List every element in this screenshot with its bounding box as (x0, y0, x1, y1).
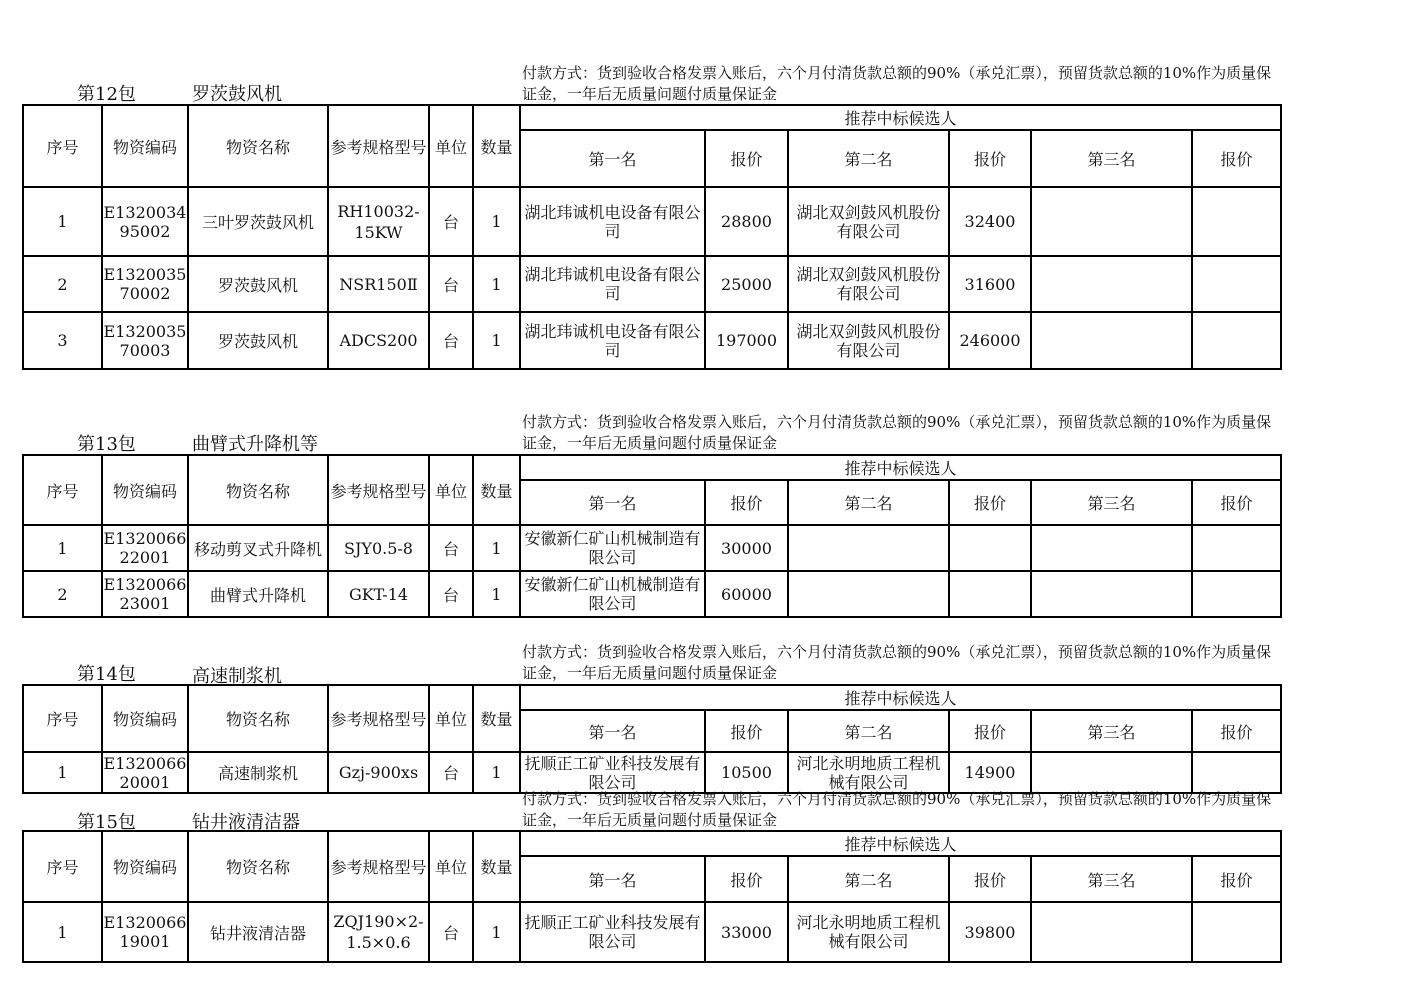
header-first: 第一名 (520, 856, 705, 902)
header-price: 报价 (705, 480, 788, 525)
cell-first-company: 湖北玮诚机电设备有限公司 (520, 312, 705, 369)
cell-name: 曲臂式升降机 (188, 571, 328, 617)
cell-name: 三叶罗茨鼓风机 (188, 187, 328, 256)
cell-spec: NSR150Ⅱ (328, 256, 429, 312)
header-unit: 单位 (429, 685, 473, 752)
cell-second-company: 湖北双剑鼓风机股份有限公司 (788, 312, 949, 369)
header-price: 报价 (949, 480, 1031, 525)
cell-seq: 2 (23, 571, 102, 617)
cell-code: E132006622001 (102, 525, 188, 571)
header-seq: 序号 (23, 831, 102, 902)
cell-third-company (1031, 312, 1192, 369)
header-second: 第二名 (788, 480, 949, 525)
table-row (23, 571, 1281, 617)
cell-spec: ADCS200 (328, 312, 429, 369)
cell-second-company (788, 571, 949, 617)
cell-code: E132006619001 (102, 902, 188, 962)
header-unit: 单位 (429, 105, 473, 187)
cell-second-company: 河北永明地质工程机械有限公司 (788, 902, 949, 962)
cell-second-price: 32400 (949, 187, 1031, 256)
package-name: 曲臂式升降机等 (192, 434, 318, 455)
cell-third-company (1031, 525, 1192, 571)
header-price: 报价 (1192, 710, 1281, 752)
payment-terms: 付款方式：货到验收合格发票入账后，六个月付清货款总额的90%（承兑汇票），预留货款总额的10%作为质量保证金，一年后无质量问题付质量保证金 (522, 413, 1272, 452)
header-price: 报价 (705, 856, 788, 902)
package-number: 第14包 (77, 664, 136, 685)
cell-seq: 3 (23, 312, 102, 369)
header-seq: 序号 (23, 105, 102, 187)
header-spec: 参考规格型号 (328, 105, 429, 187)
package-name: 高速制浆机 (192, 666, 282, 687)
cell-unit: 台 (429, 902, 473, 962)
header-candidates: 推荐中标候选人 (520, 831, 1281, 856)
header-price: 报价 (1192, 856, 1281, 902)
header-price: 报价 (949, 130, 1031, 187)
table-row (23, 525, 1281, 571)
cell-unit: 台 (429, 187, 473, 256)
cell-first-company: 抚顺正工矿业科技发展有限公司 (520, 752, 705, 793)
header-unit: 单位 (429, 455, 473, 525)
table-row (23, 256, 1281, 312)
header-code: 物资编码 (102, 455, 188, 525)
cell-name: 罗茨鼓风机 (188, 312, 328, 369)
cell-third-price (1192, 571, 1281, 617)
cell-third-price (1192, 256, 1281, 312)
cell-first-price: 28800 (705, 187, 788, 256)
header-first: 第一名 (520, 130, 705, 187)
header-spec: 参考规格型号 (328, 455, 429, 525)
table-row (23, 312, 1281, 369)
header-qty: 数量 (473, 831, 520, 902)
bid-table (22, 104, 1282, 370)
cell-second-price: 39800 (949, 902, 1031, 962)
cell-third-price (1192, 752, 1281, 793)
header-first: 第一名 (520, 480, 705, 525)
cell-qty: 1 (473, 312, 520, 369)
header-price: 报价 (949, 710, 1031, 752)
cell-second-company: 河北永明地质工程机械有限公司 (788, 752, 949, 793)
table-row (23, 902, 1281, 962)
package-name: 罗茨鼓风机 (192, 84, 282, 105)
cell-qty: 1 (473, 752, 520, 793)
cell-name: 移动剪叉式升降机 (188, 525, 328, 571)
header-unit: 单位 (429, 831, 473, 902)
header-second: 第二名 (788, 130, 949, 187)
cell-second-price: 31600 (949, 256, 1031, 312)
bid-table (22, 454, 1282, 618)
header-qty: 数量 (473, 105, 520, 187)
header-qty: 数量 (473, 685, 520, 752)
cell-spec: ZQJ190×2-1.5×0.6 (328, 902, 429, 962)
cell-spec: Gzj-900xs (328, 752, 429, 793)
header-spec: 参考规格型号 (328, 831, 429, 902)
header-code: 物资编码 (102, 685, 188, 752)
bid-table (22, 830, 1282, 963)
cell-qty: 1 (473, 256, 520, 312)
header-second: 第二名 (788, 856, 949, 902)
cell-spec: RH10032-15KW (328, 187, 429, 256)
package-number: 第15包 (77, 812, 136, 833)
header-spec: 参考规格型号 (328, 685, 429, 752)
payment-terms: 付款方式：货到验收合格发票入账后，六个月付清货款总额的90%（承兑汇票），预留货款总额的10%作为质量保证金，一年后无质量问题付质量保证金 (522, 64, 1272, 103)
header-second: 第二名 (788, 710, 949, 752)
cell-unit: 台 (429, 525, 473, 571)
header-price: 报价 (1192, 480, 1281, 525)
cell-first-price: 25000 (705, 256, 788, 312)
header-third: 第三名 (1031, 130, 1192, 187)
table-row (23, 752, 1281, 793)
cell-first-company: 湖北玮诚机电设备有限公司 (520, 187, 705, 256)
cell-unit: 台 (429, 312, 473, 369)
cell-first-price: 30000 (705, 525, 788, 571)
header-name: 物资名称 (188, 455, 328, 525)
cell-name: 高速制浆机 (188, 752, 328, 793)
cell-name: 罗茨鼓风机 (188, 256, 328, 312)
header-price: 报价 (705, 710, 788, 752)
cell-unit: 台 (429, 752, 473, 793)
header-candidates: 推荐中标候选人 (520, 685, 1281, 710)
cell-second-price (949, 571, 1031, 617)
cell-qty: 1 (473, 571, 520, 617)
cell-second-price: 14900 (949, 752, 1031, 793)
cell-third-company (1031, 752, 1192, 793)
bid-table (22, 684, 1282, 794)
cell-second-price (949, 525, 1031, 571)
cell-qty: 1 (473, 902, 520, 962)
package-number: 第12包 (77, 84, 136, 105)
cell-seq: 1 (23, 187, 102, 256)
header-candidates: 推荐中标候选人 (520, 105, 1281, 130)
cell-third-company (1031, 902, 1192, 962)
header-price: 报价 (1192, 130, 1281, 187)
cell-code: E132006620001 (103, 753, 187, 792)
package-name: 钻井液清洁器 (192, 812, 300, 833)
cell-spec: GKT-14 (328, 571, 429, 617)
cell-third-price (1192, 187, 1281, 256)
cell-first-price: 10500 (705, 752, 788, 793)
header-third: 第三名 (1031, 856, 1192, 902)
cell-second-price: 246000 (949, 312, 1031, 369)
cell-second-company: 湖北双剑鼓风机股份有限公司 (788, 187, 949, 256)
header-first: 第一名 (520, 710, 705, 752)
cell-code: E132006623001 (102, 571, 188, 617)
cell-first-company: 安徽新仁矿山机械制造有限公司 (520, 525, 705, 571)
cell-first-price: 33000 (705, 902, 788, 962)
payment-terms: 付款方式：货到验收合格发票入账后，六个月付清货款总额的90%（承兑汇票），预留货款总额的10%作为质量保证金，一年后无质量问题付质量保证金 (522, 790, 1272, 829)
cell-third-company (1031, 187, 1192, 256)
cell-unit: 台 (429, 571, 473, 617)
cell-third-price (1192, 312, 1281, 369)
cell-seq: 1 (23, 525, 102, 571)
cell-code: E132003495002 (102, 187, 188, 256)
header-code: 物资编码 (102, 105, 188, 187)
header-qty: 数量 (473, 455, 520, 525)
package-number: 第13包 (77, 434, 136, 455)
header-candidates: 推荐中标候选人 (520, 455, 1281, 480)
cell-qty: 1 (473, 525, 520, 571)
cell-seq: 1 (23, 752, 102, 793)
header-third: 第三名 (1031, 710, 1192, 752)
cell-qty: 1 (473, 187, 520, 256)
header-name: 物资名称 (188, 105, 328, 187)
header-third: 第三名 (1031, 480, 1192, 525)
header-name: 物资名称 (188, 831, 328, 902)
cell-first-company: 湖北玮诚机电设备有限公司 (520, 256, 705, 312)
cell-third-price (1192, 525, 1281, 571)
header-price: 报价 (949, 856, 1031, 902)
header-price: 报价 (705, 130, 788, 187)
cell-seq: 2 (23, 256, 102, 312)
cell-name: 钻井液清洁器 (188, 902, 328, 962)
cell-code: E132003570003 (102, 312, 188, 369)
header-name: 物资名称 (188, 685, 328, 752)
cell-first-company: 安徽新仁矿山机械制造有限公司 (520, 571, 705, 617)
header-seq: 序号 (23, 455, 102, 525)
cell-spec: SJY0.5-8 (328, 525, 429, 571)
cell-code: E132003570002 (102, 256, 188, 312)
cell-first-price: 60000 (705, 571, 788, 617)
cell-unit: 台 (429, 256, 473, 312)
cell-first-price: 197000 (705, 312, 788, 369)
header-seq: 序号 (23, 685, 102, 752)
cell-third-company (1031, 571, 1192, 617)
cell-first-company: 抚顺正工矿业科技发展有限公司 (520, 902, 705, 962)
header-code: 物资编码 (102, 831, 188, 902)
cell-second-company (788, 525, 949, 571)
payment-terms: 付款方式：货到验收合格发票入账后，六个月付清货款总额的90%（承兑汇票），预留货款总额的10%作为质量保证金，一年后无质量问题付质量保证金 (522, 643, 1272, 682)
cell-seq: 1 (23, 902, 102, 962)
table-row (23, 187, 1281, 256)
cell-second-company: 湖北双剑鼓风机股份有限公司 (788, 256, 949, 312)
cell-third-price (1192, 902, 1281, 962)
cell-third-company (1031, 256, 1192, 312)
